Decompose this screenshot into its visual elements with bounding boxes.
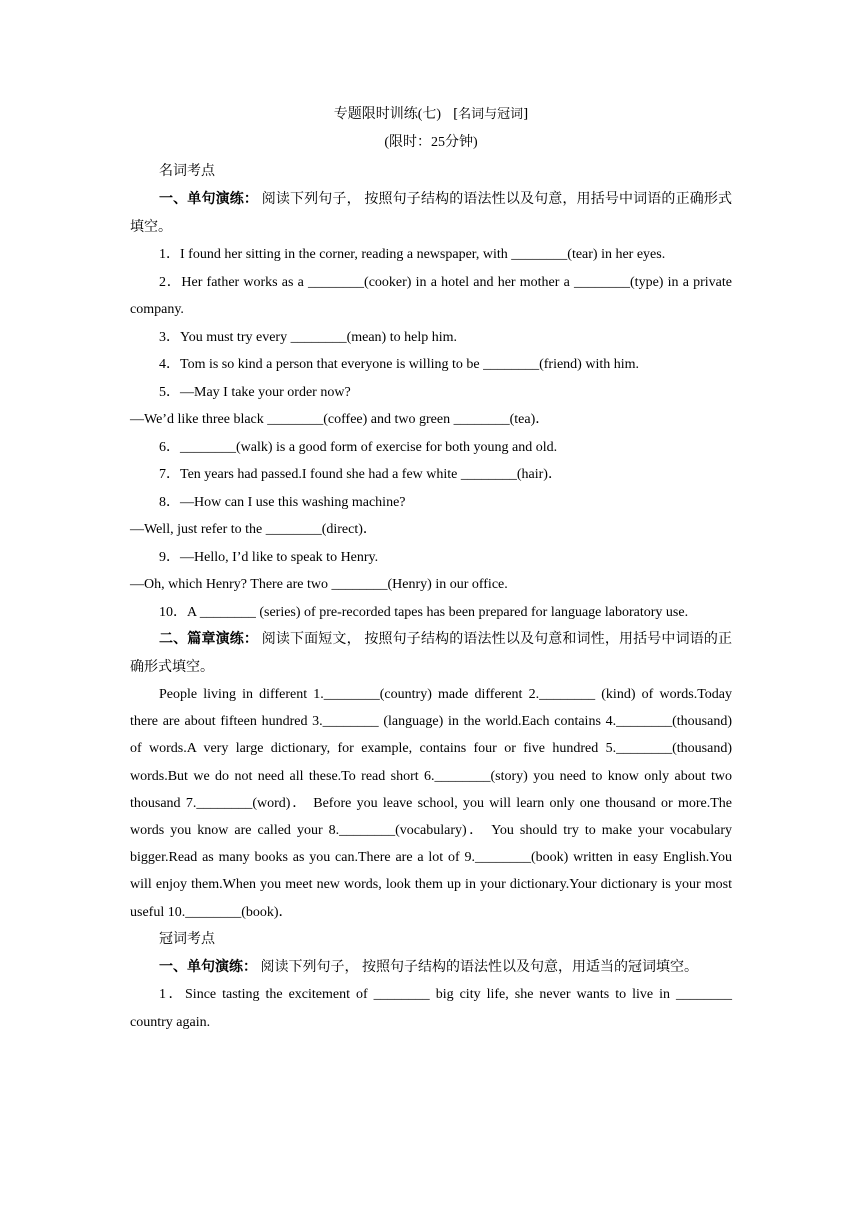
page-title <box>130 104 732 126</box>
nouns-single-list <box>130 241 732 626</box>
title-topic: [名词与冠词] <box>453 107 529 122</box>
list-item: 8．—How can I use this washing machine? <box>159 494 406 510</box>
instruction-text: 阅读下列句子， 按照句子结构的语法性以及句意，用适当的冠词填空。 <box>260 959 698 975</box>
instruction-text: 阅读下列句子， 按照句子结构的语法性以及句意，用括号中词语的正确形式填空。 <box>130 192 733 235</box>
section-heading-nouns: 名词考点 <box>159 164 215 179</box>
list-item: 2．Her father works as a ________(cooker) in a hotel and her mother a ________(type) in a private company. <box>130 274 732 317</box>
passage-text: People living in different 1.________(country) made different 2.________ (kind) of words.Today there are about fifteen hundred 3.________ (language) in the world.Each contains 4.________(thousand) of words.A very large dictionary, for example, contains four or five hundred 5.________(thousand) words.But we do not need all these.To read short 6.________(story) you need to know only about two thousand 7.________(word)． Before you leave school, you will learn only one thousand or more.The words you know are called your 8.________(vocabulary)． You should try to make your vocabulary bigger.Read as many books as you can.There are a lot of 9.________(book) written in easy English.You will enjoy them.When you meet new words, look them up in your dictionary.Your dictionary is your most useful 10.________(book)． <box>130 687 732 920</box>
list-item: 1．Since tasting the excitement of ________ big city life, she never wants to live in ________ country again. <box>130 987 732 1030</box>
list-item: 5．—May I take your order now? <box>159 384 351 400</box>
list-item: 1．I found her sitting in the corner, reading a newspaper, with ________(tear) in her eyes. <box>159 247 666 262</box>
list-item: 9．—Hello, I’d like to speak to Henry. <box>159 549 379 565</box>
list-item: 7．Ten years had passed.I found she had a few white ________(hair)． <box>159 467 562 482</box>
instruction-articles-single <box>130 954 732 982</box>
worksheet-page <box>130 104 732 1036</box>
list-item-reply: —We’d like three black ________(coffee) and two green ________(tea)． <box>130 412 550 427</box>
instruction-nouns-passage <box>130 626 732 681</box>
list-item-reply: —Well, just refer to the ________(direct)． <box>130 522 377 537</box>
list-item-reply: —Oh, which Henry? There are two ________(Henry) in our office. <box>130 577 508 592</box>
part-label: 二、篇章演练： <box>159 632 259 647</box>
list-item: 4．Tom is so kind a person that everyone is willing to be ________(friend) with him. <box>159 357 640 372</box>
list-item: 6．________(walk) is a good form of exercise for both young and old. <box>159 439 558 455</box>
time-limit: (限时：25分钟) <box>384 135 478 150</box>
articles-single-list <box>130 981 732 1036</box>
list-item: 10．A ________ (series) of pre-recorded tapes has been prepared for language laboratory use. <box>159 604 689 620</box>
part-label: 一、单句演练： <box>159 192 259 207</box>
part-label: 一、单句演练： <box>159 959 257 975</box>
instruction-nouns-single <box>130 186 732 241</box>
list-item: 3．You must try every ________(mean) to help him. <box>159 329 457 345</box>
section-heading-articles: 冠词考点 <box>159 931 215 947</box>
instruction-text: 阅读下面短文， 按照句子结构的语法性以及句意和词性，用括号中词语的正确形式填空。 <box>130 632 733 675</box>
title-text: 专题限时训练(七) <box>333 107 442 122</box>
